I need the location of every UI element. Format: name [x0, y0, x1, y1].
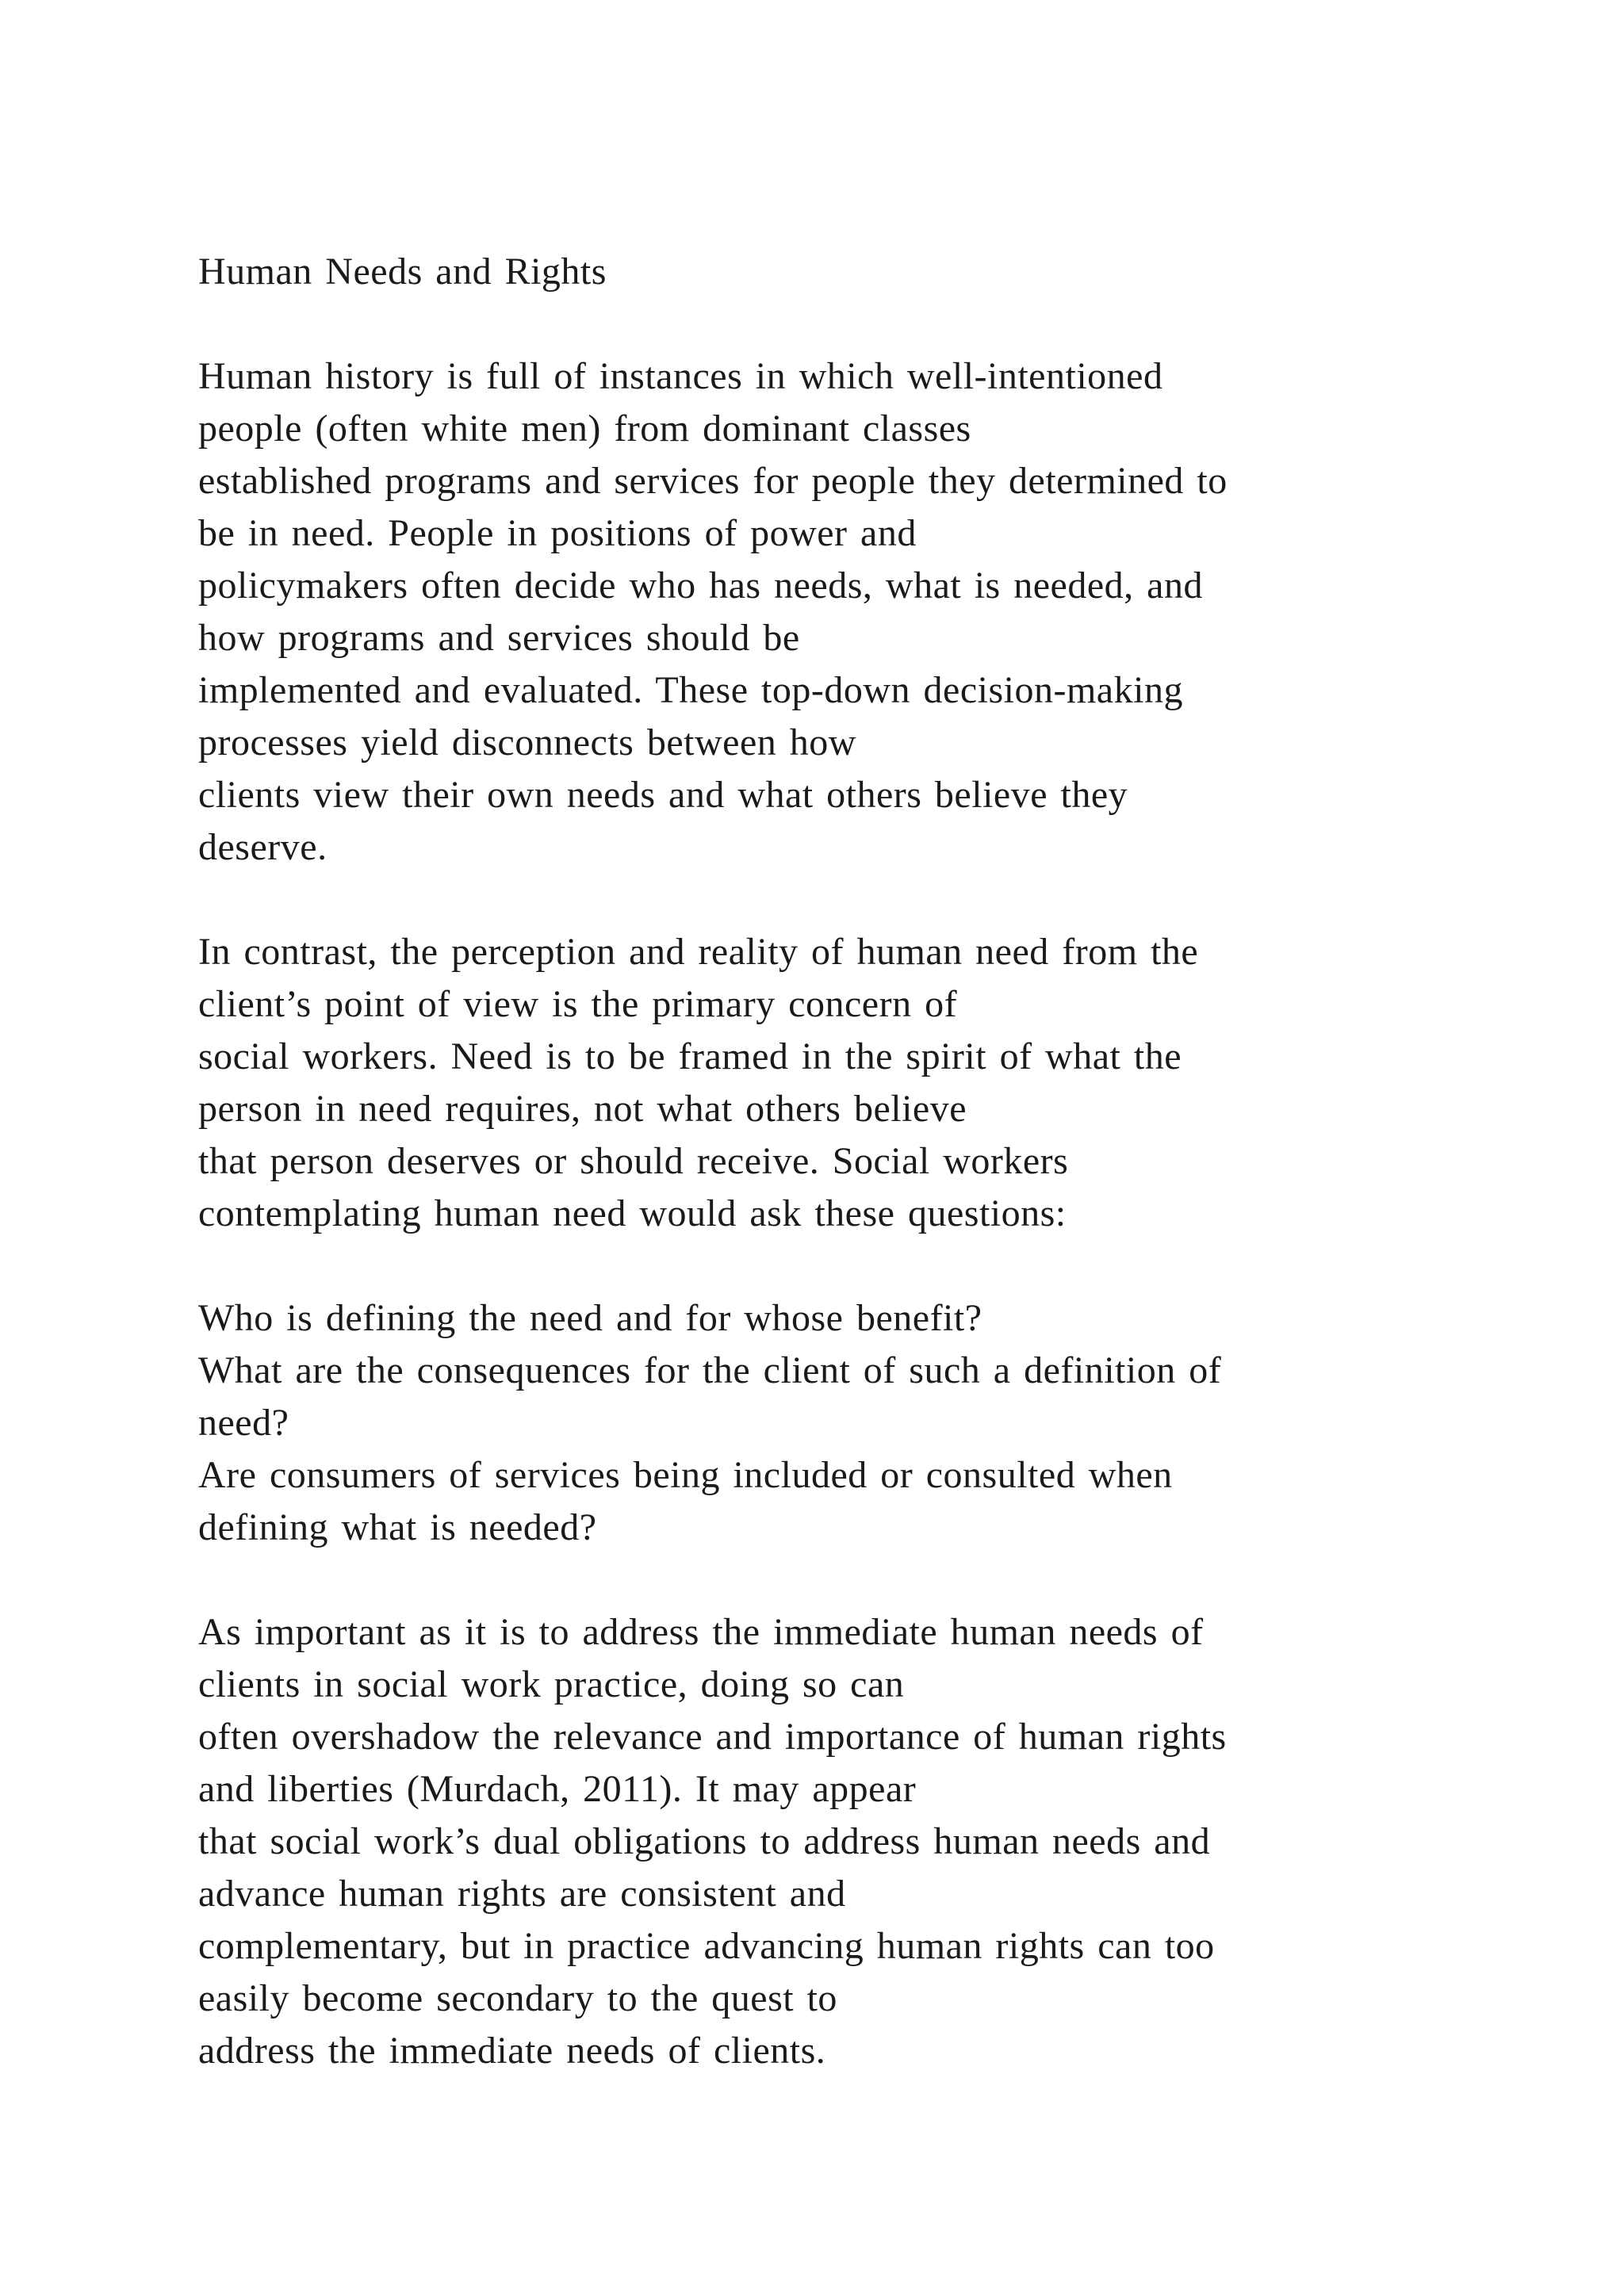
- question-list: [198, 1292, 1515, 1554]
- text-line: contemplating human need would ask these questions:: [198, 1192, 1067, 1234]
- text-line: deserve.: [198, 826, 327, 868]
- text-line: person in need requires, not what others believe: [198, 1088, 967, 1130]
- paragraph-1: [198, 350, 1515, 874]
- question-line: need?: [198, 1402, 289, 1444]
- paragraph-spacer: [198, 298, 1515, 350]
- question-line: Who is defining the need and for whose benefit?: [198, 1297, 982, 1339]
- text-line: easily become secondary to the quest to: [198, 1977, 837, 2019]
- text-line: be in need. People in positions of power and: [198, 512, 917, 554]
- text-line: that person deserves or should receive. Social workers: [198, 1140, 1069, 1182]
- paragraph-2: [198, 926, 1515, 1240]
- paragraph-spacer: [198, 1240, 1515, 1292]
- text-line: advance human rights are consistent and: [198, 1873, 846, 1915]
- text-line: client’s point of view is the primary concern of: [198, 983, 958, 1025]
- text-line: how programs and services should be: [198, 617, 800, 659]
- text-line: social workers. Need is to be framed in the spirit of what the: [198, 1035, 1182, 1077]
- text-line: and liberties (Murdach, 2011). It may appear: [198, 1768, 917, 1810]
- text-line: In contrast, the perception and reality of human need from the: [198, 931, 1199, 973]
- text-line: established programs and services for people they determined to: [198, 460, 1228, 502]
- text-line: processes yield disconnects between how: [198, 721, 856, 763]
- question-line: What are the consequences for the client of such a definition of: [198, 1349, 1222, 1391]
- text-line: clients in social work practice, doing so can: [198, 1663, 905, 1705]
- text-line: often overshadow the relevance and importance of human rights: [198, 1716, 1227, 1758]
- document-body: [198, 246, 1515, 2077]
- question-line: defining what is needed?: [198, 1506, 597, 1548]
- text-line: that social work’s dual obligations to address human needs and: [198, 1820, 1211, 1862]
- text-line: As important as it is to address the immediate human needs of: [198, 1611, 1204, 1653]
- document-title: Human Needs and Rights: [198, 251, 607, 293]
- paragraph-3: [198, 1606, 1515, 2077]
- paragraph-spacer: [198, 874, 1515, 926]
- text-line: complementary, but in practice advancing human rights can too: [198, 1925, 1215, 1967]
- text-line: people (often white men) from dominant classes: [198, 408, 971, 450]
- paragraph-spacer: [198, 1554, 1515, 1606]
- question-line: Are consumers of services being included or consulted when: [198, 1454, 1173, 1496]
- text-line: Human history is full of instances in which well-intentioned: [198, 355, 1163, 397]
- text-line: address the immediate needs of clients.: [198, 2030, 826, 2072]
- text-line: policymakers often decide who has needs, what is needed, and: [198, 564, 1203, 607]
- text-line: implemented and evaluated. These top-down decision-making: [198, 669, 1183, 711]
- text-line: clients view their own needs and what others believe they: [198, 774, 1128, 816]
